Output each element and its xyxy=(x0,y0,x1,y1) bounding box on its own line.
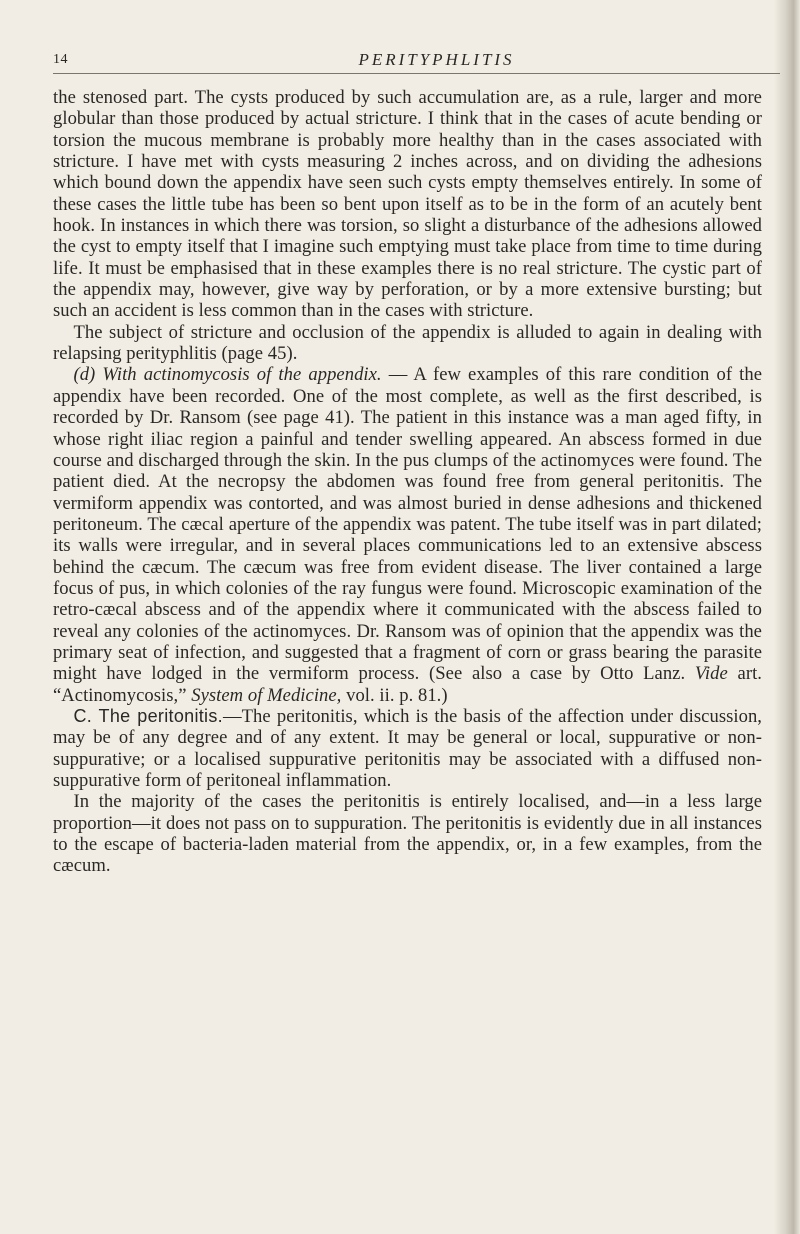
section-d-text: A few examples of this rare condition of the appendix have been recorded. One of the most complete, as well as the first described, is recorded by Dr. Ransom (see page 41). The patient in this instance was a man aged fifty, in whose right iliac region a painful and tender swelling appeared. An abscess formed in due course and discharged through the skin. In the pus clumps of the actinomyces were found. The patient died. At the necropsy the abdomen was found free from general peritonitis. The vermiform appendix was contorted, and was almost buried in dense adhesions and thickened peritoneum. The cæcal aperture of the appendix was patent. The tube itself was in part dilated; its walls were irregular, and in several places communications led to an extensive abscess behind the cæcum. The cæcum was free from evident disease. The liver contained a large focus of pus, in which colonies of the ray fungus were found. Microscopic examination of the retro-cæcal abscess and of the appendix where it communicated with the abscess failed to reveal any colonies of the actinomyces. Dr. Ransom was of opinion that the appendix was the primary seat of infection, and suggested that a fragment of corn or grass bearing the parasite might have lodged in the vermiform process. (See also a case by Otto Lanz. xyxy=(53,364,763,685)
volume-reference: vol. ii. p. 81.) xyxy=(346,684,448,706)
section-c-text: —The peritonitis, which is the basis of the affection under discussion, may be of any degree and of any extent. It may be general or local, suppurative or non-suppurative; or a localised suppurative peritonitis may be associated with a diffused non-suppurative form of peritoneal inflammation. xyxy=(53,705,762,791)
running-head: PERITYPHLITIS xyxy=(358,50,515,69)
section-d-dash: — xyxy=(381,364,414,386)
page-number: 14 xyxy=(53,52,68,67)
section-c-heading: C. The peritonitis. xyxy=(73,705,223,726)
paragraph-majority-cases: In the majority of the cases the peritonitis is entirely localised, and—in a less large proportion—it does not pass on to suppuration. The peritonitis is evidently due in all instances to the escape of bacteria-laden material from the appendix, or, in a few examples, from the cæcum. xyxy=(53,791,762,877)
paragraph-peritonitis xyxy=(53,706,762,791)
paragraph-stenosed-part: the stenosed part. The cysts produced by such accumulation are, as a rule, larger and more globular than those produced by actual stricture. I think that in the cases of acute bending or torsion the mucous membrane is probably more healthy than in the cases associated with stricture. I have met with cysts measuring 2 inches across, and on dividing the adhesions which bound down the appendix have seen such cysts empty themselves entirely. In some of these cases the little tube has been so bent upon itself as to be in the form of an acutely bent hook. In instances in which there was torsion, so slight a disturbance of the adhesions allowed the cyst to empty itself that I imagine such emptying must take place from time to time during life. It must be emphasised that in these examples there is no real stricture. The cystic part of the appendix may, however, give way by perforation, or by a more extensive bursting; but such an accident is less common than in the cases with stricture. xyxy=(53,87,762,322)
paragraph-actinomycosis xyxy=(53,364,762,706)
vide-reference: Vide xyxy=(694,663,728,685)
paragraph-stricture-subject: The subject of stricture and occlusion of the appendix is alluded to again in dealing with relapsing perityphlitis (page 45). xyxy=(53,321,762,365)
section-d-label: (d) With actinomycosis of the appendix. xyxy=(73,364,382,386)
page-edge-shadow xyxy=(774,0,800,1234)
article-reference: art. “Actinomycosis,” xyxy=(53,663,762,706)
system-of-medicine-reference: System of Medicine, xyxy=(191,684,342,706)
page-header xyxy=(53,48,780,72)
header-rule xyxy=(53,73,780,74)
body-text xyxy=(53,87,762,877)
